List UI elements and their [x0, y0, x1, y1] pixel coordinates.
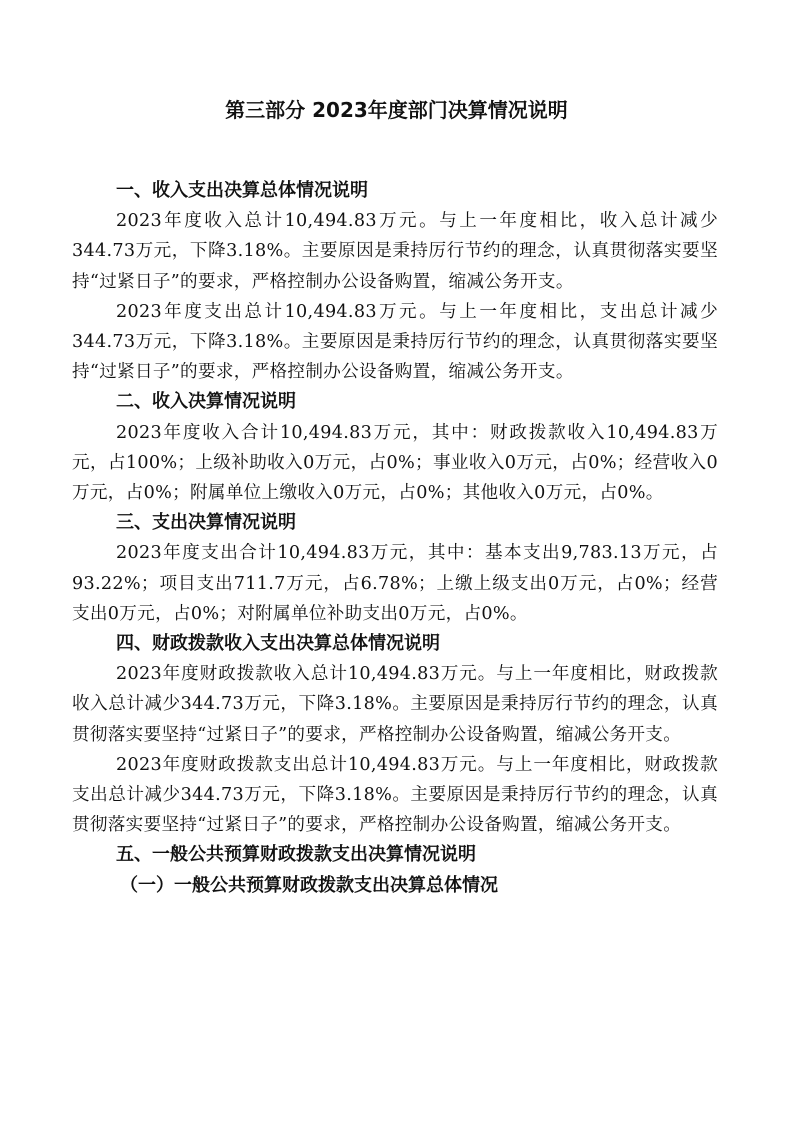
paragraph-fiscal-expense: 2023年度财政拨款支出总计10,494.83万元。与上一年度相比，财政拨款支出总计减少344.73万元，下降3.18%。主要原因是秉持厉行节约的理念，认真贯彻落实要坚持“过紧日子”的要求，严格控制办公设备购置，缩减公务开支。: [72, 754, 718, 836]
paragraph-income-breakdown: 2023年度收入合计10,494.83万元，其中：财政拨款收入10,494.83万元，占100%；上级补助收入0万元，占0%；事业收入0万元，占0%；经营收入0万元，占0%；附属单位上缴收入0万元，占0%；其他收入0万元，占0%。: [72, 422, 718, 504]
paragraph-expense-total: 2023年度支出总计10,494.83万元。与上一年度相比，支出总计减少344.73万元，下降3.18%。主要原因是秉持厉行节约的理念，认真贯彻落实要坚持“过紧日子”的要求，严格控制办公设备购置，缩减公务开支。: [72, 301, 718, 383]
paragraph-income-total: 2023年度收入总计10,494.83万元。与上一年度相比，收入总计减少344.73万元，下降3.18%。主要原因是秉持厉行节约的理念，认真贯彻落实要坚持“过紧日子”的要求，严格控制办公设备购置，缩减公务开支。: [72, 211, 718, 292]
subsection-heading-general-budget-overview: （一）一般公共预算财政拨款支出决算总体情况: [120, 874, 498, 896]
section-heading-income-final: 二、收入决算情况说明: [116, 391, 296, 413]
paragraph-fiscal-income: 2023年度财政拨款收入总计10,494.83万元。与上一年度相比，财政拨款收入总计减少344.73万元，下降3.18%。主要原因是秉持厉行节约的理念，认真贯彻落实要坚持“过紧日子”的要求，严格控制办公设备购置，缩减公务开支。: [72, 664, 718, 745]
section-heading-income-expense-overview: 一、收入支出决算总体情况说明: [116, 180, 368, 201]
paragraph-expense-breakdown: 2023年度支出合计10,494.83万元，其中：基本支出9,783.13万元，占93.22%；项目支出711.7万元，占6.78%；上缴上级支出0万元，占0%；经营支出0万元，占0%；对附属单位补助支出0万元，占0%。: [72, 543, 718, 624]
section-heading-general-budget: 五、一般公共预算财政拨款支出决算情况说明: [116, 844, 476, 866]
section-heading-fiscal-appropriation: 四、财政拨款收入支出决算总体情况说明: [116, 633, 440, 655]
document-body: [72, 176, 718, 901]
page-title: 第三部分 2023年度部门决算情况说明: [225, 98, 568, 122]
section-heading-expense-final: 三、支出决算情况说明: [116, 512, 296, 534]
